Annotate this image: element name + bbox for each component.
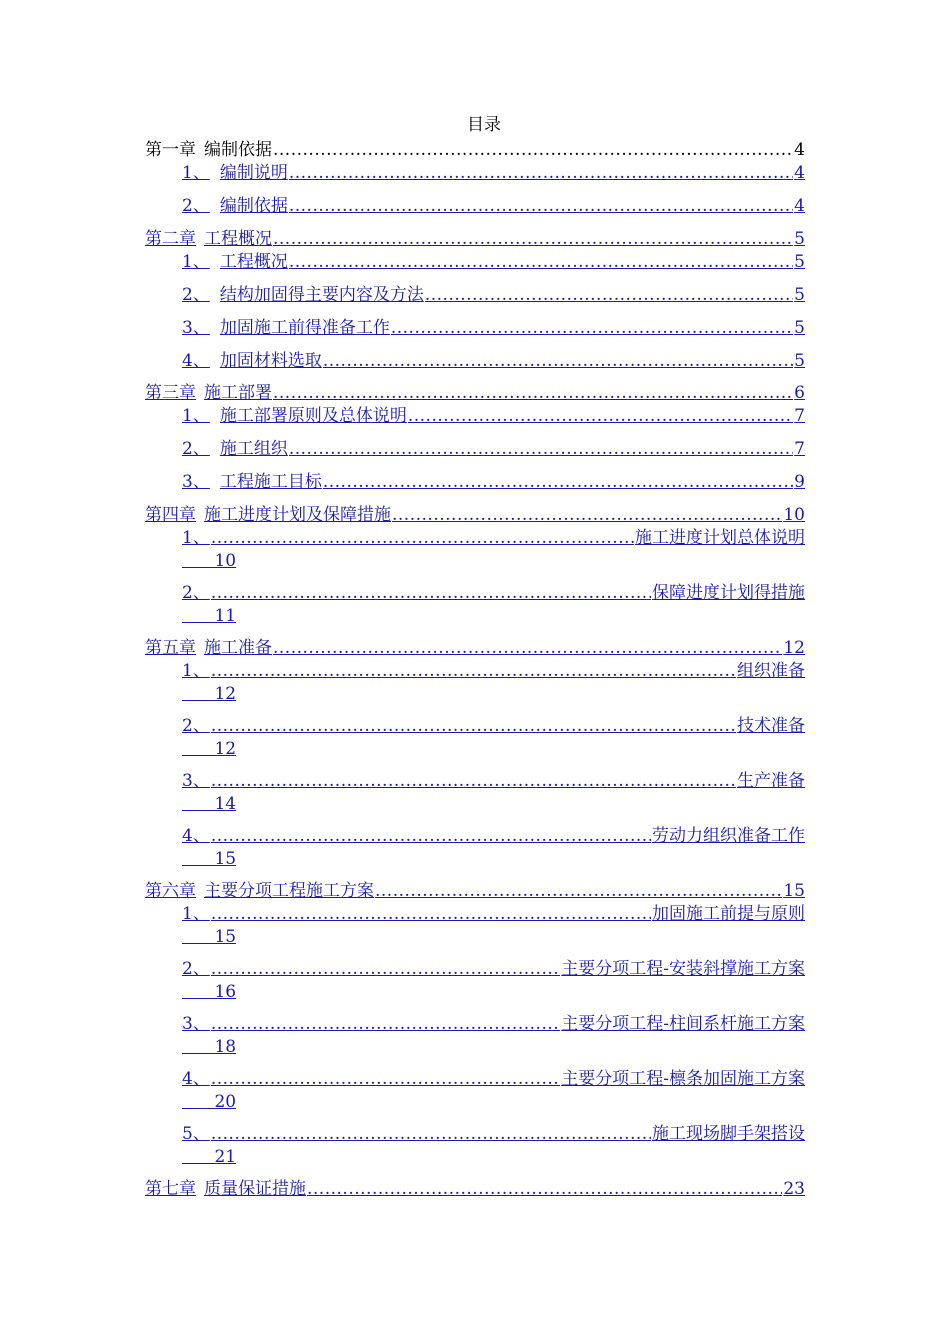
toc-section-5-1[interactable] [182, 660, 805, 682]
toc-page: 15 [783, 881, 805, 901]
toc-leader [211, 1123, 651, 1145]
toc-number: 1、 [182, 406, 210, 426]
toc-page: 5 [794, 351, 805, 371]
toc-text: 主要分项工程施工方案 [204, 881, 374, 901]
toc-number: 1、 [182, 252, 210, 272]
toc-page: 12 [214, 739, 237, 759]
toc-leader [211, 1013, 560, 1035]
toc-leader [392, 504, 782, 526]
toc-text: 质量保证措施 [204, 1179, 306, 1199]
toc-page: 4 [794, 196, 805, 216]
toc-leader [408, 405, 793, 427]
toc-number: 1、 [182, 661, 210, 681]
toc-page-wrapped[interactable] [182, 1091, 236, 1113]
toc-section-2-4[interactable] [182, 350, 805, 372]
toc-number: 2、 [182, 583, 210, 603]
toc-text: 加固材料选取 [219, 351, 322, 371]
toc-text: 加固施工前提与原则 [652, 904, 805, 924]
toc-text: 编制依据 [204, 140, 272, 160]
toc-text: 主要分项工程-檩条加固施工方案 [561, 1069, 805, 1089]
toc-section-6-1[interactable] [182, 903, 805, 925]
toc-text: 组织准备 [737, 661, 805, 681]
toc-page: 10 [214, 551, 237, 571]
toc-page: 9 [794, 472, 805, 492]
toc-text: 施工进度计划总体说明 [635, 528, 805, 548]
toc-leader [211, 660, 736, 682]
toc-chapter-5[interactable] [145, 637, 805, 659]
toc-section-3-1[interactable] [182, 405, 805, 427]
toc-section-6-3[interactable] [182, 1013, 805, 1035]
toc-page: 21 [214, 1147, 237, 1167]
toc-page-wrapped[interactable] [182, 926, 236, 948]
toc-number: 1、 [182, 904, 210, 924]
toc-page-wrapped[interactable] [182, 1036, 236, 1058]
toc-section-6-2[interactable] [182, 958, 805, 980]
toc-leader [289, 162, 793, 184]
toc-leader [211, 715, 736, 737]
toc-page-wrapped[interactable] [182, 848, 236, 870]
toc-number: 2、 [182, 196, 210, 216]
toc-chapter-3[interactable] [145, 382, 805, 404]
toc-leader [211, 903, 651, 925]
toc-chapter-4[interactable] [145, 504, 805, 526]
toc-number: 第五章 [145, 638, 196, 658]
toc-chapter-1[interactable] [145, 139, 805, 161]
toc-leader [425, 284, 793, 306]
toc-page-wrapped[interactable] [182, 605, 236, 627]
toc-section-2-3[interactable] [182, 317, 805, 339]
toc-text: 加固施工前得准备工作 [219, 318, 390, 338]
toc-section-3-2[interactable] [182, 438, 805, 460]
toc-number: 2、 [182, 959, 210, 979]
toc-leader [273, 637, 782, 659]
toc-number: 2、 [182, 439, 210, 459]
toc-text: 保障进度计划得措施 [652, 583, 805, 603]
toc-number: 5、 [182, 1124, 210, 1144]
toc-section-4-2[interactable] [182, 582, 805, 604]
toc-section-3-3[interactable] [182, 471, 805, 493]
toc-text: 施工部署原则及总体说明 [219, 406, 407, 426]
toc-number: 3、 [182, 771, 210, 791]
toc-section-1-1[interactable] [182, 162, 805, 184]
toc-number: 第六章 [145, 881, 196, 901]
toc-page-wrapped[interactable] [182, 1146, 236, 1168]
toc-text: 编制说明 [219, 163, 288, 183]
toc-section-5-3[interactable] [182, 770, 805, 792]
toc-number: 第四章 [145, 505, 196, 525]
toc-section-1-2[interactable] [182, 195, 805, 217]
toc-leader [211, 1068, 560, 1090]
toc-leader [211, 527, 634, 549]
toc-page: 12 [783, 638, 805, 658]
toc-chapter-2[interactable] [145, 228, 805, 250]
toc-leader [391, 317, 793, 339]
toc-text: 生产准备 [737, 771, 805, 791]
toc-page: 7 [794, 406, 805, 426]
toc-page: 18 [214, 1037, 237, 1057]
toc-page-wrapped[interactable] [182, 683, 236, 705]
toc-number: 3、 [182, 472, 210, 492]
toc-leader [273, 139, 793, 161]
toc-leader [307, 1178, 782, 1200]
toc-section-2-2[interactable] [182, 284, 805, 306]
toc-text: 施工部署 [204, 383, 272, 403]
toc-text: 施工准备 [204, 638, 272, 658]
toc-page: 11 [214, 606, 237, 626]
toc-page: 6 [794, 383, 805, 403]
toc-leader [323, 350, 793, 372]
toc-page-wrapped[interactable] [182, 981, 236, 1003]
toc-text: 劳动力组织准备工作 [652, 826, 805, 846]
toc-leader [289, 438, 793, 460]
toc-page: 5 [794, 285, 805, 305]
toc-text: 工程概况 [204, 229, 272, 249]
toc-leader [273, 382, 793, 404]
toc-page: 10 [783, 505, 805, 525]
toc-number: 4、 [182, 351, 210, 371]
toc-page: 15 [214, 927, 237, 947]
toc-page-wrapped[interactable] [182, 738, 236, 760]
toc-number: 3、 [182, 1014, 210, 1034]
toc-number: 第二章 [145, 229, 196, 249]
toc-number: 1、 [182, 163, 210, 183]
toc-text: 结构加固得主要内容及方法 [219, 285, 424, 305]
toc-page: 4 [794, 163, 805, 183]
toc-page: 14 [214, 794, 237, 814]
toc-leader [289, 251, 793, 273]
toc-page: 7 [794, 439, 805, 459]
toc-chapter-6[interactable] [145, 880, 805, 902]
toc-leader [211, 825, 651, 847]
toc-page: 5 [794, 318, 805, 338]
toc-number: 第三章 [145, 383, 196, 403]
toc-page: 12 [214, 684, 237, 704]
toc-number: 2、 [182, 285, 210, 305]
toc-leader [211, 582, 651, 604]
toc-section-6-4[interactable] [182, 1068, 805, 1090]
toc-leader [211, 958, 560, 980]
toc-section-6-5[interactable] [182, 1123, 805, 1145]
toc-page: 4 [794, 140, 805, 160]
toc-leader [289, 195, 793, 217]
toc-text: 技术准备 [737, 716, 805, 736]
toc-page: 16 [214, 982, 237, 1002]
toc-leader [375, 880, 782, 902]
toc-page: 20 [214, 1092, 237, 1112]
toc-number: 4、 [182, 826, 210, 846]
toc-title: 目录 [467, 115, 501, 135]
toc-page: 5 [794, 229, 805, 249]
toc-leader [211, 770, 736, 792]
toc-number: 1、 [182, 528, 210, 548]
toc-text: 施工进度计划及保障措施 [204, 505, 391, 525]
toc-page-wrapped[interactable] [182, 550, 236, 572]
toc-leader [323, 471, 793, 493]
toc-text: 工程施工目标 [219, 472, 322, 492]
toc-text: 编制依据 [219, 196, 288, 216]
toc-number: 第七章 [145, 1179, 196, 1199]
toc-page-wrapped[interactable] [182, 793, 236, 815]
toc-leader [273, 228, 793, 250]
toc-text: 主要分项工程-安装斜撑施工方案 [561, 959, 805, 979]
toc-number: 第一章 [145, 140, 196, 160]
toc-page: 15 [214, 849, 237, 869]
toc-text: 施工组织 [219, 439, 288, 459]
toc-chapter-7[interactable] [145, 1178, 805, 1200]
toc-text: 主要分项工程-柱间系杆施工方案 [561, 1014, 805, 1034]
toc-text: 施工现场脚手架搭设 [652, 1124, 805, 1144]
toc-number: 3、 [182, 318, 210, 338]
toc-section-5-4[interactable] [182, 825, 805, 847]
toc-section-4-1[interactable] [182, 527, 805, 549]
toc-number: 4、 [182, 1069, 210, 1089]
toc-page: 23 [783, 1179, 805, 1199]
toc-section-5-2[interactable] [182, 715, 805, 737]
toc-number: 2、 [182, 716, 210, 736]
toc-text: 工程概况 [219, 252, 288, 272]
toc-section-2-1[interactable] [182, 251, 805, 273]
toc-page: 5 [794, 252, 805, 272]
